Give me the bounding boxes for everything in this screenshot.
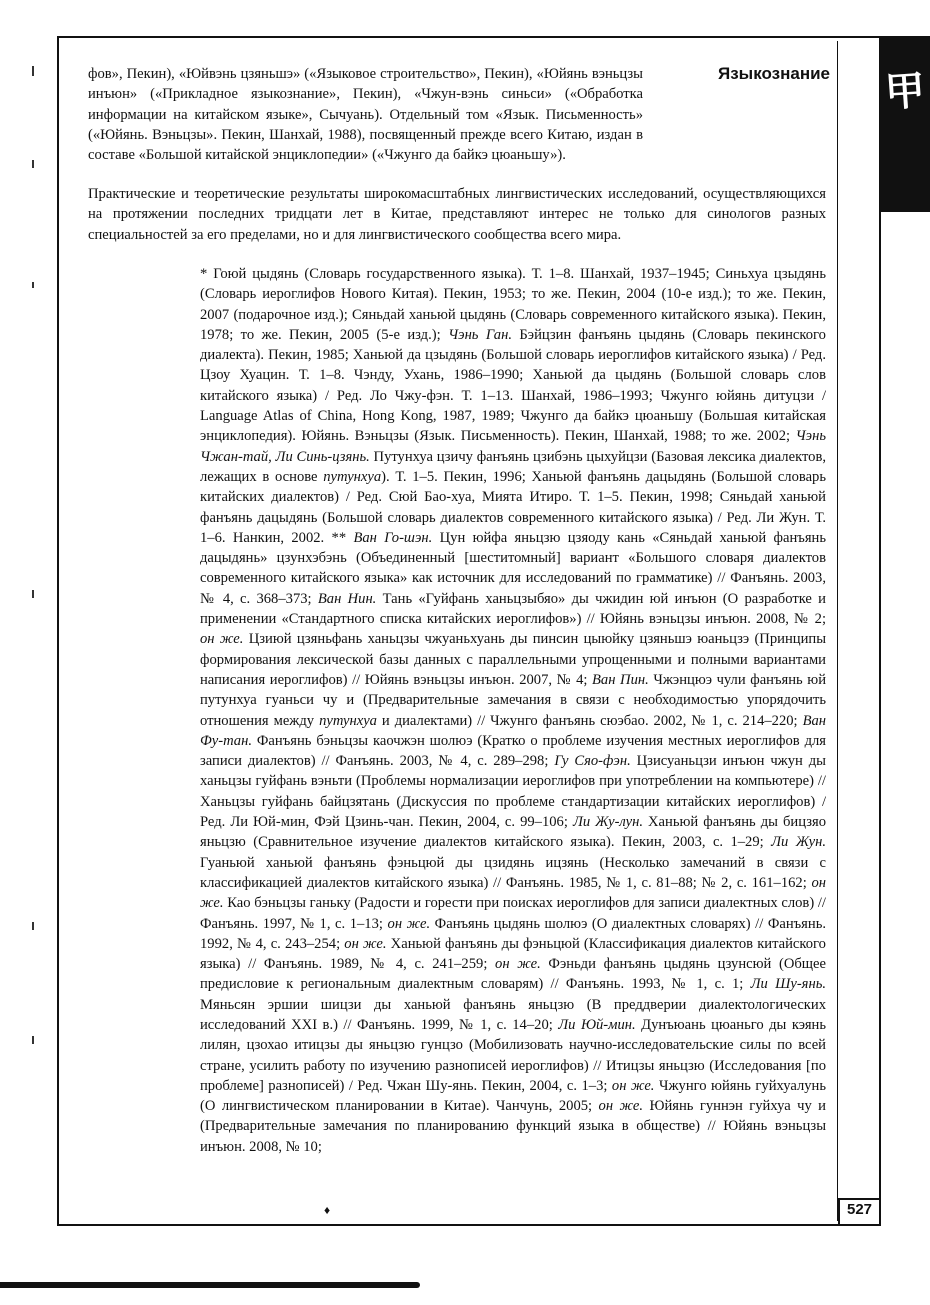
bibliography-text: Цзисуаньцзи инъюн чжун ды ханьцзы гуйфань вэньти (Проблемы нормализации иероглифов при употреблении на компьютере) // Ханьцзы гуйфань байцзятань (Дискуссия по проблеме стандартизации китайских иероглифов) / Ред. Ли Юй-мин, Фэй Цзинь-чан. Пекин, 2004, с. 99–106;	[200, 753, 826, 831]
scan-artifact	[32, 1036, 34, 1044]
author-name: он же.	[200, 874, 826, 912]
author-name: он же.	[611, 1077, 655, 1094]
scan-artifact	[32, 160, 34, 168]
scan-artifact	[32, 590, 34, 598]
bibliography-text: Мяньсян эршии шицзи ды ханьюй фанъянь яньцзю (В преддверии диалектологических исследований XXI в.) // Фанъянь. 1999, № 1, с. 14–20;	[200, 996, 826, 1033]
author-name: Чэнь Ган.	[448, 326, 512, 343]
bibliography-block	[200, 264, 826, 1157]
author-name: Ван Нин.	[317, 590, 377, 607]
author-name: Ван Фу-тан.	[200, 712, 827, 749]
bibliography-text: Бэйцзин фанъянь цыдянь (Словарь пекинского диалекта). Пекин, 1985; Ханьюй да цзыдянь (Большой словарь иероглифов китайского языка) / Ред. Цзоу Хуацин. Т. 1–8. Чэнду, Ухань, 1986–1990; Ханьюй да цыдянь (Большой словарь слов китайского языка) / Ред. Ло Чжу-фэн. Т. 1–13. Шанхай, 1986–1993; Чжунго юйянь дитуцзи / Language Atlas of China, Hong Kong, 1987, 1989; Чжунго да байкэ цюаньшу (Большая китайская энциклопедия). Юйянь. Вэньцзы (Язык. Письменность). Пекин, Шанхай, 1988; то же. 2002;	[200, 326, 826, 445]
bibliography-text: Дунъюань цюаньго ды кэянь лилян, цзохао итицзы ды яньцзю гунцзо (Мобилизовать научно-исследовательские силы по всей стране, усилить работу по изучению разнописей иероглифов) // Итицзы яньцзю (Исследования [по проблеме] разнописей) / Ред. Чжан Шу-янь. Пекин, 2004, с. 1–3;	[200, 1016, 826, 1094]
bottom-mark-icon: ♦	[324, 1203, 331, 1217]
author-name: Ван Пин.	[592, 671, 649, 688]
author-name: он же.	[344, 935, 387, 952]
section-glyph: 甲	[883, 67, 927, 116]
author-name: он же.	[598, 1098, 644, 1115]
bibliography-text: Фанъянь цыдянь шолюэ (О диалектных словарях) // Фанъянь. 1992, № 4, с. 243–254;	[200, 915, 827, 952]
author-name: Ли Юй-мин.	[558, 1016, 636, 1033]
scan-artifact	[32, 66, 34, 76]
intro-paragraph: Практические и теоретические результаты широкомасштабных лингвистических исследований, осуществляющихся на протяжении последних тридцати лет в Китае, представляют интерес не только для синологов разных специальностей за его пределами, но и для лингвистического сообщества всего мира.	[88, 186, 826, 243]
author-name: Чэнь Чжан-тай, Ли Синь-цзянь.	[200, 428, 826, 465]
bibliography-text: Чжунго юйянь гуйхуалунь (О лингвистическом планировании в Китае). Чанчунь, 2005;	[200, 1077, 827, 1115]
bibliography-text: Путунхуа цзичу фанъянь цзибэнь цыхуйцзи (Базовая лексика диалектов, лежащих в основе	[200, 448, 826, 485]
author-name: Ли Шу-янь.	[750, 976, 826, 993]
page-number: 527	[846, 1201, 873, 1218]
section-thumb-tab	[880, 36, 930, 212]
bibliography-text: Као бэньцзы ганьку (Радости и горести при поисках иероглифов для записи диалектных слов) // Фанъянь. 1997, № 1, с. 1–13;	[200, 895, 826, 932]
bibliography-text: и диалектами) // Чжунго фанъянь сюэбао. 2002, № 1, с. 214–220;	[376, 712, 803, 729]
bibliography-text: Фанъянь бэньцзы каочжэн шолюэ (Кратко о проблеме изучения местных иероглифов для записи диалектов) // Фанъянь. 2003, № 4, с. 289–298;	[200, 732, 826, 770]
bibliography-text: Тань «Гуйфань ханьцзыбяо» ды чжидин юй инъюн (О разработке и применении «Стандартного списка китайских иероглифов») // Юйянь вэньцзы инъюн. 2008, № 2;	[200, 590, 826, 628]
author-name: он же.	[200, 631, 244, 648]
author-name: он же.	[495, 956, 541, 973]
author-name: Гу Сяо-фэн.	[554, 753, 631, 770]
author-name: путунхуа	[319, 712, 377, 729]
bibliography-text: Чжэнцюэ чули фанъянь юй путунхуа гуаньси чу и (Предварительные замечания в связи с необходимостью упорядочить отношения между	[200, 671, 827, 729]
top-paragraph: фов», Пекин), «Юйвэнь цзяньшэ» («Языковое строительство», Пекин), «Юйянь вэньцзы инъюн» («Прикладное языкознание», Пекин), «Чжун-вэнь синьси» («Обработка информации на китайском языке», Сычуань). Отдельный том «Язык. Письменность» («Юйянь. Вэньцзы». Пекин, Шанхай, 1988), посвященный прежде всего Китаю, издан в составе «Большой китайской энциклопедии» («Чжунго да байкэ цюаньшу»).	[88, 66, 643, 164]
scan-edge-bar	[0, 1282, 420, 1288]
author-name: путунхуа	[323, 468, 382, 485]
scan-artifact	[32, 282, 34, 288]
bibliography-text: Ханьюй фанъянь ды фэньцюй (Классификация диалектов китайского языка) // Фанъянь. 1989, № 4, с. 241–259;	[200, 935, 826, 973]
bibliography-text: Фэньди фанъянь цыдянь цзунсюй (Общее предисловие к региональным диалектным словарям) // Фанъянь. 1993, № 1, с. 1;	[200, 956, 826, 993]
author-name: Ли Жу-лун.	[572, 814, 643, 831]
bibliography-text: Юйянь гуннэн гуйхуа чу и (Предварительные замечания по планированию функций языка в обществе) // Юйянь вэньцзы инъюн. 2008, № 10;	[200, 1098, 826, 1155]
bibliography-text: Ханьюй фанъянь ды бицзяо яньцзю (Сравнительное изучение диалектов китайского языка). Пекин, 2003, с. 1–29;	[200, 814, 827, 851]
section-title: Языкознание	[718, 64, 830, 83]
bibliography-text: Цзиюй цзяньфань ханьцзы чжуаньхуань ды пинсин цыюйку цзяньшэ юаньцзэ (Принципы формирования лексической базы данных с параллельными упрощенными и полными вариантами написания иероглифов) // Юйянь вэньцзы инъюн. 2007, № 4;	[200, 631, 826, 688]
author-name: Ван Го-шэн.	[353, 529, 433, 546]
scan-artifact	[32, 922, 34, 930]
bibliography-text: * Гоюй цыдянь (Словарь государственного языка). Т. 1–8. Шанхай, 1937–1945; Синьхуа цзыдянь (Словарь иероглифов Нового Китая). Пекин, 1953; то же. Пекин, 2004 (10-е изд.); то же. Пекин, 2007 (подарочное изд.); Сяньдай ханьюй цыдянь (Словарь современного китайского языка). Пекин, 1978; то же. Пекин, 2005 (5-е изд.);	[200, 266, 826, 343]
bibliography-text: ). Т. 1–5. Пекин, 1996; Ханьюй фанъянь дацыдянь (Большой словарь китайских диалектов) / Ред. Сюй Бао-хуа, Мията Итиро. Т. 1–5. Пекин, 1998; Сяньдай ханьюй фанъянь дацыдянь (Большой словарь диалектов современного китайского языка) / Ред. Ли Жун. Т. 1–6. Нанкин, 2002. **	[200, 468, 827, 546]
author-name: он же.	[387, 915, 431, 932]
author-name: Ли Жун.	[771, 834, 826, 851]
bibliography-text: Цун юйфа яньцзю цзяоду кань «Сяньдай ханьюй фанъянь дацыдянь» цзунхэбэнь (Объединенный [шеститомный] вариант «Большого словаря диалектов современного китайского языка» как источник для исследований по грамматике) // Фанъянь. 2003, № 4, с. 368–373;	[200, 529, 827, 607]
bibliography-text: Гуаньюй ханьюй фанъянь фэньцюй ды цзидянь ицзянь (Несколько замечаний в связи с классификацией диалектов китайского языка) // Фанъянь. 1985, № 1, с. 81–88; № 2, с. 161–162;	[200, 854, 826, 891]
